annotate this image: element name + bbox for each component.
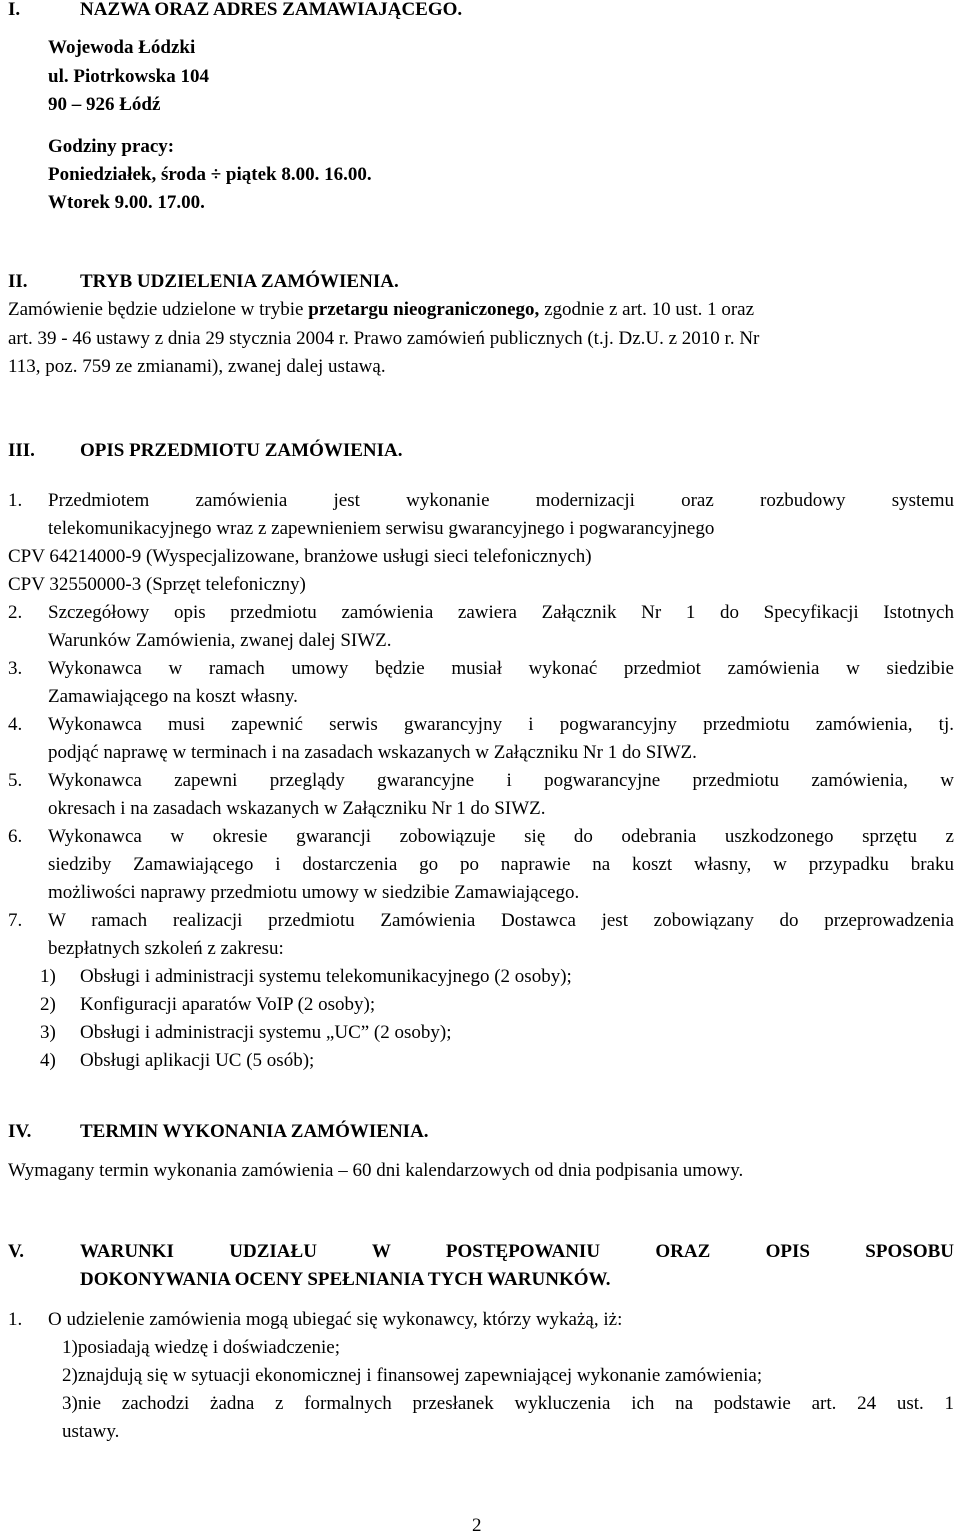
item-1-line-1: Przedmiotem zamówienia jest wykonanie modernizacji oraz rozbudowy systemu: [48, 490, 954, 511]
item-2-line-2: Warunków Zamówienia, zwanej dalej SIWZ.: [48, 630, 392, 651]
section-2-line-3: 113, poz. 759 ze zmianami), zwanej dalej ustawą.: [8, 356, 386, 377]
section-5-title-line-2: DOKONYWANIA OCENY SPEŁNIANIA TYCH WARUNKÓW.: [80, 1269, 611, 1290]
training-3-text: Obsługi i administracji systemu „UC” (2 osoby);: [80, 1022, 452, 1043]
section-5-item-1-number: 1.: [8, 1309, 23, 1330]
hours-line-1: Poniedziałek, środa ÷ piątek 8.00. 16.00.: [48, 164, 372, 185]
address-line-3: 90 – 926 Łódź: [48, 94, 161, 115]
item-4-line-1: Wykonawca musi zapewnić serwis gwarancyjny i pogwarancyjny przedmiotu zamówienia, tj.: [48, 714, 954, 735]
item-6-line-2: siedziby Zamawiającego i dostarczenia go po naprawie na koszt własny, w przypadku braku: [48, 854, 954, 875]
item-2-number: 2.: [8, 602, 23, 623]
section-2-number: II.: [8, 271, 28, 292]
item-6-number: 6.: [8, 826, 23, 847]
section-5-title-line-1: WARUNKI UDZIAŁU W POSTĘPOWANIU ORAZ OPIS SPOSOBU: [80, 1241, 954, 1262]
section-2-line-1: Zamówienie będzie udzielone w trybie przetargu nieograniczonego, zgodnie z art. 10 ust. 1 oraz: [8, 299, 755, 320]
cpv-line-2: CPV 32550000-3 (Sprzęt telefoniczny): [8, 574, 306, 595]
item-4-number: 4.: [8, 714, 23, 735]
training-4-number: 4): [40, 1050, 56, 1071]
condition-3: 3)nie zachodzi żadna z formalnych przesłanek wykluczenia ich na podstawie art. 24 ust. 1: [62, 1393, 954, 1414]
training-2-text: Konfiguracji aparatów VoIP (2 osoby);: [80, 994, 376, 1015]
training-3-number: 3): [40, 1022, 56, 1043]
item-3-line-2: Zamawiającego na koszt własny.: [48, 686, 298, 707]
item-6-line-1: Wykonawca w okresie gwarancji zobowiązuje się do odebrania uszkodzonego sprzętu z: [48, 826, 954, 847]
hours-label: Godziny pracy:: [48, 136, 175, 157]
item-3-number: 3.: [8, 658, 23, 679]
cpv-line-1: CPV 64214000-9 (Wyspecjalizowane, branżowe usługi sieci telefonicznych): [8, 546, 592, 567]
address-line-2: ul. Piotrkowska 104: [48, 66, 209, 87]
training-1-text: Obsługi i administracji systemu telekomunikacyjnego (2 osoby);: [80, 966, 572, 987]
item-5-number: 5.: [8, 770, 23, 791]
training-1-number: 1): [40, 966, 56, 987]
section-4-text: Wymagany termin wykonania zamówienia – 60 dni kalendarzowych od dnia podpisania umowy.: [8, 1160, 744, 1181]
condition-2: 2)znajdują się w sytuacji ekonomicznej i finansowej zapewniającej wykonanie zamówienia;: [62, 1365, 763, 1386]
condition-3-continued: ustawy.: [62, 1421, 120, 1442]
item-1-line-2: telekomunikacyjnego wraz z zapewnieniem serwisu gwarancyjnego i pogwarancyjnego: [48, 518, 715, 539]
address-line-1: Wojewoda Łódzki: [48, 37, 196, 58]
section-1-number: I.: [8, 0, 21, 20]
item-5-line-1: Wykonawca zapewni przeglądy gwarancyjne i pogwarancyjne przedmiotu zamówienia, w: [48, 770, 954, 791]
item-2-line-1: Szczegółowy opis przedmiotu zamówienia zawiera Załącznik Nr 1 do Specyfikacji Istotnych: [48, 602, 954, 623]
section-1-title: NAZWA ORAZ ADRES ZAMAWIAJĄCEGO.: [80, 0, 463, 20]
section-2-title: TRYB UDZIELENIA ZAMÓWIENIA.: [80, 271, 399, 292]
section-4-title: TERMIN WYKONANIA ZAMÓWIENIA.: [80, 1121, 429, 1142]
section-5-number: V.: [8, 1241, 25, 1262]
item-1-number: 1.: [8, 490, 23, 511]
item-7-number: 7.: [8, 910, 23, 931]
item-7-line-1: W ramach realizacji przedmiotu Zamówienia Dostawca jest zobowiązany do przeprowadzenia: [48, 910, 954, 931]
section-3-title: OPIS PRZEDMIOTU ZAMÓWIENIA.: [80, 440, 403, 461]
item-5-line-2: okresach i na zasadach wskazanych w Załączniku Nr 1 do SIWZ.: [48, 798, 546, 819]
item-7-line-2: bezpłatnych szkoleń z zakresu:: [48, 938, 284, 959]
section-5-item-1-text: O udzielenie zamówienia mogą ubiegać się wykonawcy, którzy wykażą, iż:: [48, 1309, 623, 1330]
page-number: 2: [472, 1515, 482, 1536]
item-6-line-3: możliwości naprawy przedmiotu umowy w siedzibie Zamawiającego.: [48, 882, 580, 903]
section-4-number: IV.: [8, 1121, 32, 1142]
training-2-number: 2): [40, 994, 56, 1015]
item-4-line-2: podjąć naprawę w terminach i na zasadach wskazanych w Załączniku Nr 1 do SIWZ.: [48, 742, 697, 763]
hours-line-2: Wtorek 9.00. 17.00.: [48, 192, 205, 213]
condition-1: 1)posiadają wiedzę i doświadczenie;: [62, 1337, 341, 1358]
section-3-number: III.: [8, 440, 35, 461]
section-2-line-2: art. 39 - 46 ustawy z dnia 29 stycznia 2004 r. Prawo zamówień publicznych (t.j. Dz.U. z 2010 r. Nr: [8, 328, 760, 349]
training-4-text: Obsługi aplikacji UC (5 osób);: [80, 1050, 315, 1071]
item-3-line-1: Wykonawca w ramach umowy będzie musiał wykonać przedmiot zamówienia w siedzibie: [48, 658, 954, 679]
